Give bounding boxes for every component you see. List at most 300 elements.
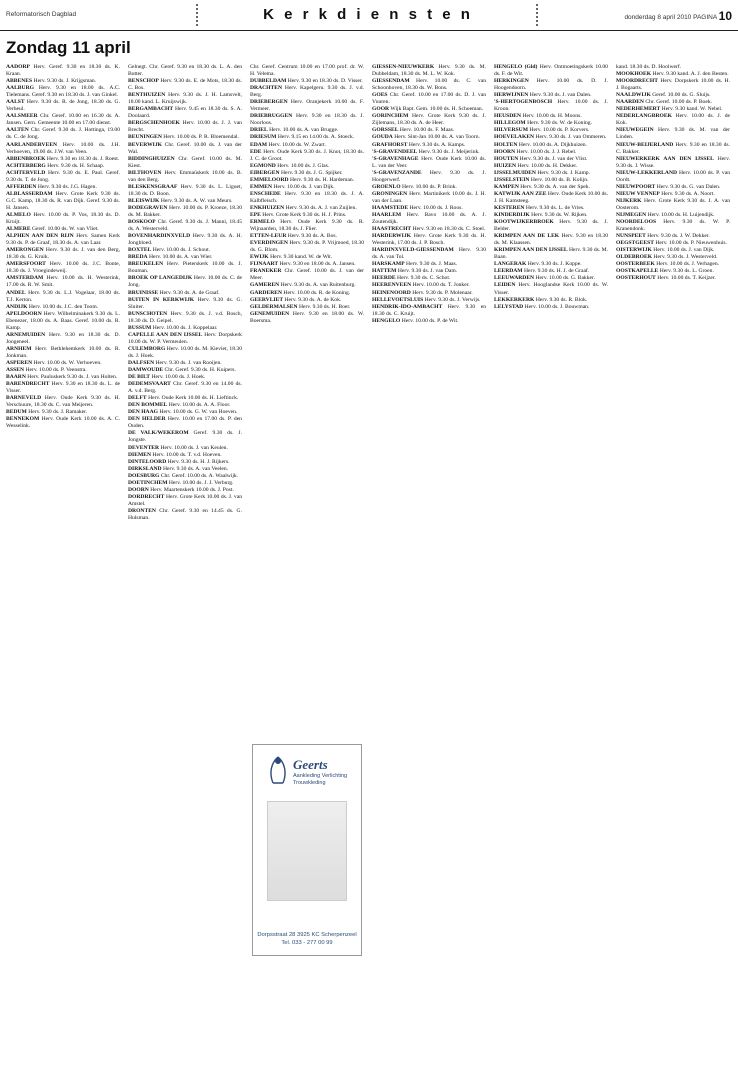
service-times: Herv. 10.00 ds. R. de Koning.: [283, 289, 351, 296]
place-name: BERGAMBACHT: [128, 106, 174, 113]
church-listing: [128, 106, 242, 120]
service-times: Herv. 10.00 ds. J. Verhagen.: [656, 261, 720, 268]
service-times: Herv. Oude Kerk 10.00 ds. L. van der Veer.: [372, 155, 486, 169]
service-times: Chr. Geref. 9.30 en 14.45 ds. G. Hulsman.: [128, 507, 242, 521]
place-name: ASSEN: [6, 367, 25, 374]
place-name: AMSTERDAM: [6, 275, 44, 282]
place-name: BLESKENSGRAAF: [128, 183, 178, 190]
church-listing: [128, 219, 242, 233]
place-name: HENGELO (Gld): [494, 64, 538, 70]
place-name: NIEUW VENNEP: [616, 190, 660, 197]
service-times: Herv. Maartenskerk 10.00 ds. J. Post.: [150, 486, 234, 493]
service-times: Herv. 9.30 ds. L.J. Vogelaar, 18.00 ds. T.J. Kerton.: [6, 289, 120, 303]
church-listing: [128, 459, 242, 466]
service-times: Herv. 9.30 ds. A. J. van Zuijlen.: [285, 204, 357, 211]
service-times: Chr. Geref. 9.30 ds. H. Kuipers.: [164, 367, 236, 374]
place-name: KAMPEN: [494, 183, 519, 190]
church-listing: [616, 170, 730, 184]
service-times: Herv. Pauluskerk 9.30 ds. J. van Holten.: [27, 374, 118, 381]
service-times: Herv. 9.30 ds. J. H. Lamsvelt, 18.00 kand. L. Kruijswijk.: [128, 92, 242, 106]
place-name: HERWIJNEN: [494, 92, 529, 99]
place-name: BEUNINGEN: [128, 134, 162, 141]
place-name: AMERONGEN: [6, 247, 44, 254]
service-times: Herv. 10.00 ds. J.C. Bonte, 18.30 ds. J. Vroegindeweij.: [6, 261, 120, 275]
service-times: Herv. 9.30 ds. J. Koppe.: [527, 261, 582, 268]
church-listing: [494, 64, 608, 78]
church-listing: [128, 142, 242, 156]
church-listing: [494, 134, 608, 141]
service-times: Herv. Oude Kerk 10.00 ds. H. Lieftinck.: [148, 395, 239, 402]
service-times: Herv. 9.30 ds. J.G. Hagen.: [37, 183, 97, 190]
church-listing: [6, 416, 120, 430]
place-name: GAMEREN: [250, 282, 280, 289]
church-listing: [494, 205, 608, 212]
place-name: DEN HAAG: [128, 409, 158, 416]
place-name: OEGSTGEEST: [616, 240, 654, 247]
service-times: Herv. 10.00 ds. T. Keijzer.: [657, 275, 716, 282]
service-times: Herv. 9.30 ds. J. v.d. Bosch, 18.30 ds. D. Geipel.: [128, 310, 242, 324]
service-times: Herv. 9.30 ds. W. Rijken.: [531, 211, 588, 218]
church-listing: [128, 360, 242, 367]
service-times: Herv. Martinikerk 10.00 ds. J. H. van der Laan.: [372, 190, 486, 204]
place-name: EDAM: [250, 141, 268, 148]
place-name: EMMELOORD: [250, 176, 289, 183]
service-times: Herv. 9.30 ds. A. H. Jongbloed.: [128, 233, 242, 247]
service-times: Herv. 10.00 ds. W. Verhoeven.: [33, 359, 102, 366]
service-times: Herv. Emmaüskerk 10.00 ds. B. van den Berg.: [128, 169, 242, 183]
service-times: Herv. Wilhelminakerk 9.30 ds. L. Ebenezer, 18.00 ds. A. Baas. Geref. 10.00 ds. R. Kamp.: [6, 310, 120, 331]
place-name: EWIJK: [250, 254, 269, 261]
church-listing: [128, 487, 242, 494]
place-name: BENTHUIZEN: [128, 92, 166, 99]
service-times: Herv. 9.30 ds. H. J. Rijkers.: [167, 458, 230, 465]
service-times: Herv. 10.00 ds. P. R. Bloemendal.: [163, 134, 239, 141]
place-name: BARNEVELD: [6, 395, 42, 402]
place-name: LEEUWARDEN: [494, 275, 535, 282]
service-times: Herv. Grote Kerk 10.00 ds. J. van Amstel.: [128, 493, 242, 507]
place-name: GROENLO: [372, 183, 401, 190]
place-name: HARSKAMP: [372, 261, 405, 268]
church-listing: [250, 127, 364, 134]
service-times: Geref. 10.00 ds. W. van Vliet.: [31, 226, 99, 233]
church-listing: [616, 78, 730, 92]
church-listing: [6, 247, 120, 261]
service-times: Herv. 9.30 ds. H. Hardeman.: [289, 176, 355, 183]
church-listing: [372, 304, 486, 318]
service-times: Herv. 9.30 ds. A. W. van Meurs.: [160, 197, 233, 204]
place-name: EVERDINGEN: [250, 240, 288, 247]
church-listing: [616, 275, 730, 282]
service-times: Herv. 10.00 ds. P. Korvers.: [529, 127, 590, 134]
service-times: Herv. 10.00 ds. F. Maas.: [399, 127, 455, 134]
place-name: NIJMEGEN: [616, 211, 647, 218]
place-name: BAARN: [6, 374, 26, 381]
church-listing: [616, 254, 730, 261]
church-listing: [128, 184, 242, 198]
church-listing: [128, 466, 242, 473]
place-name: HEINENOORD: [372, 289, 411, 296]
place-name: HILVERSUM: [494, 127, 528, 134]
church-listing: [616, 156, 730, 170]
church-listing: [6, 78, 120, 85]
church-listing: [372, 290, 486, 297]
service-times: Herv. Samen Kerk 9.30 ds. P. de Graaf, 18.30 ds. A. van Laar.: [6, 233, 120, 247]
church-listing: [250, 233, 364, 240]
place-name: EPE: [250, 211, 261, 218]
place-name: HEERENVEEN: [372, 282, 412, 289]
church-listing: [6, 360, 120, 367]
church-listing: [6, 170, 120, 184]
church-listing: [6, 85, 120, 99]
church-listing: [128, 92, 242, 106]
place-name: DRIEBRUGGEN: [250, 113, 293, 120]
service-times: Herv. 10.00 ds. J.C. den Toom.: [28, 303, 99, 310]
church-listing: [250, 304, 364, 311]
place-name: HENGELO: [372, 317, 401, 324]
place-name: FRANEKER: [250, 268, 282, 275]
service-times: Herv. 10.00 ds. P. Vos, 18.30 ds. D. Kruijt.: [6, 211, 120, 226]
place-name: KESTEREN: [494, 204, 525, 211]
service-times: Herv. Oude Kerk 9.30 ds. R. Wijnaarden, 18.30 ds. J. Flier.: [250, 219, 364, 233]
place-name: KRIMPEN AAN DEN IJSSEL: [494, 247, 568, 254]
church-listing: [372, 134, 486, 141]
church-listing: [250, 297, 364, 304]
place-name: GRONINGEN: [372, 190, 408, 197]
place-name: BOVENHARDINXVELD: [128, 233, 191, 240]
place-name: 'S-GRAVENHAGE: [372, 155, 419, 162]
service-times: Herv. 9.30 ds. M. Baan.: [494, 247, 608, 261]
service-times: Herv. Grote Kerk 9.30 ds. G.C. Kamp, 18.30 ds. R. van Dijk. Geref. 9.30 ds. H. Jansen.: [6, 190, 120, 211]
service-times: Herv. 10.00 ds. A. van Brugge.: [269, 127, 339, 134]
church-listing: [128, 494, 242, 508]
advertisement: [252, 744, 362, 956]
place-name: 'S-GRAVENDEEL: [372, 148, 418, 155]
service-times: Herv. 9.30 ds. A. de Graaf.: [159, 289, 220, 296]
place-name: DINTELOORD: [128, 458, 167, 465]
service-times: Herv. 10.00 ds. A. van Wier.: [149, 254, 213, 261]
place-name: NIEUWERKERK AAN DEN IJSSEL: [616, 155, 714, 162]
place-name: LELYSTAD: [494, 303, 524, 310]
church-listing: [250, 177, 364, 184]
service-times: Herv. 10.00 ds. J. van Dijk.: [273, 183, 335, 190]
listing-column-1: [6, 64, 120, 1064]
place-name: BUITEN IN KERKWIJK: [128, 296, 195, 303]
church-listing: [616, 99, 730, 106]
place-name: OOSTKAPELLE: [616, 268, 659, 275]
place-name: ETTEN-LEUR: [250, 233, 287, 240]
church-listing: [616, 219, 730, 233]
church-listing: [6, 311, 120, 332]
church-listing: [372, 149, 486, 156]
place-name: LANGERAK: [494, 261, 527, 268]
place-name: OISTERWIJK: [616, 247, 652, 254]
church-listing: [128, 445, 242, 452]
service-times: Herv. 9.30 ds. R. Blok.: [535, 296, 588, 303]
service-times: Herv. 9.30 ds. A. van der Spek.: [520, 183, 590, 190]
page-title: Zondag 11 april: [6, 38, 131, 57]
service-times: Herv. 9.30 ds. J. Maas.: [406, 261, 458, 268]
place-name: ENSCHEDE: [250, 190, 281, 197]
place-name: NIEUWPOORT: [616, 183, 656, 190]
service-times: Herv. 9.30 ds. A. van Veelen.: [162, 465, 229, 472]
church-listing: [616, 142, 730, 156]
place-name: KATWIJK AAN ZEE: [494, 190, 547, 197]
church-listing: [250, 113, 364, 127]
place-name: BERGSCHENHOEK: [128, 120, 180, 127]
church-listing: [372, 205, 486, 212]
place-name: DRIEBERGEN: [250, 99, 288, 106]
service-times: Herv. 10.00 ds. J. van Dijk.: [653, 247, 715, 254]
church-listing: [128, 325, 242, 332]
place-name: ACHTERVELD: [6, 169, 46, 176]
place-name: LEIDEN: [494, 282, 516, 289]
church-listing: [494, 99, 608, 113]
place-name: NUNSPEET: [616, 233, 646, 240]
church-listing: [372, 156, 486, 170]
place-name: AFFERDEN: [6, 183, 37, 190]
service-times: Herv. 9.30 ds. J. van Dam.: [397, 268, 458, 275]
service-times: Herv. 10.00 ds. J. J. van Brecht.: [128, 120, 242, 134]
church-listing: [372, 142, 486, 149]
church-listing: [6, 99, 120, 113]
service-times: Herv. 9.30 ds. C. Schot.: [397, 275, 451, 282]
page-number: 10: [718, 9, 732, 23]
service-times: Chr. Geref. 10.00 ds. A. Waalwijk.: [160, 472, 239, 479]
church-listing: [128, 332, 242, 346]
church-listing: [494, 219, 608, 233]
service-times: Herv. Kapelgeru. 9.30 ds. J. v.d. Berg.: [250, 85, 364, 99]
church-listing: [372, 282, 486, 289]
church-listing: [6, 290, 120, 304]
service-times: Herv. 10.00 ds. A. A. Floor.: [168, 402, 231, 409]
service-times: Herv. 9.30 ds. H. J. de Graaf.: [524, 268, 590, 275]
church-listing: [6, 191, 120, 212]
service-times: Herv. 9.30 ds. M. Dubbeldam, 18.30 ds. M. L. W. Kok.: [372, 64, 486, 78]
place-name: OOSTERBEEK: [616, 261, 655, 268]
place-name: BREUKELEN: [128, 261, 164, 268]
place-name: 'S-GRAVENZANDE: [372, 169, 422, 176]
church-listing: [616, 240, 730, 247]
service-times: Herv. 9.30 ds. A. Kamps.: [408, 141, 466, 148]
church-listing: [494, 156, 608, 163]
church-listing: [128, 233, 242, 247]
church-listing: [6, 142, 120, 156]
place-name: AARLANDERVEEN: [6, 141, 58, 148]
place-name: GIESSENDAM: [372, 78, 410, 85]
church-listing: [494, 297, 608, 304]
place-name: GIESSEN-NIEUWKERK: [372, 64, 435, 70]
service-times: Herv. 9.30 en 18.30 ds. J. Noorloos.: [250, 113, 364, 127]
place-name: IJSSELMUIDEN: [494, 169, 536, 176]
church-listing: [128, 170, 242, 184]
church-listing: [250, 134, 364, 141]
service-times: Herv. 9.30 ds. J. van Rooijen.: [155, 359, 222, 366]
church-listing: [372, 127, 486, 134]
church-listing: [128, 452, 242, 459]
service-times: Herv. 9.30 en 18.30 ds. M. Klaassen.: [494, 233, 608, 247]
place-name: BARENDRECHT: [6, 381, 50, 388]
place-name: DE BILT: [128, 374, 151, 381]
service-times: Herv. 10.00 ds. H. Luijendijk.: [647, 211, 715, 218]
service-times: Herv. 10.00 ds. P. van Oordt.: [616, 169, 730, 183]
place-name: ENKHUIZEN: [250, 204, 285, 211]
church-listing: [128, 275, 242, 289]
place-name: DRONTEN: [128, 507, 156, 514]
place-name: BODEGRAVEN: [128, 204, 168, 211]
place-name: GORSSEL: [372, 127, 399, 134]
listing-column-5: [494, 64, 608, 1064]
service-times: Herv. 9.30 ds. W. P. Kranendonk.: [616, 219, 730, 233]
service-times: Herv. 10.00 ds. J. Kroon.: [494, 99, 608, 113]
church-listing: [494, 78, 608, 92]
service-times: Herv. 9.30 ds. A. van Tol.: [372, 247, 486, 261]
service-times: Herv. 10.00 ds. H. Westerink, 17.00 ds. R. W. Smit.: [6, 275, 120, 289]
place-name: DOORN: [128, 486, 149, 493]
church-listing: [6, 332, 120, 346]
service-times: Herv. Ontmoetingskerk 10.00 ds. F. de Wit.: [494, 64, 608, 78]
church-listing: [616, 191, 730, 198]
church-listing: [372, 113, 486, 127]
service-times: Herv. 10.00 ds. J. de Kok.: [616, 113, 730, 127]
service-times: Herv. 10.00 ds. P. Nieuwenhuis.: [655, 240, 727, 247]
place-name: AALBURG: [6, 85, 34, 92]
place-name: NIEUW-LEKKERLAND: [616, 169, 678, 176]
church-listing: [250, 282, 364, 289]
place-name: MOOKHOEK: [616, 71, 652, 78]
church-listing: [6, 233, 120, 247]
church-listing: [494, 142, 608, 149]
place-name: ABBENBROEK: [6, 155, 46, 162]
place-name: GENEMUIDEN: [250, 310, 290, 317]
service-times: Herv. 9.30 ds. A. Bos.: [287, 233, 337, 240]
service-times: Herv. 9.30 ds. J. Wisse.: [616, 155, 730, 169]
service-times: Chr. Geref. 9.30 en 14.00 ds. A. v.d. Berg.: [128, 381, 242, 395]
service-times: Herv. 9.30 ds. L. de Vries.: [525, 204, 585, 211]
church-listing: [128, 247, 242, 254]
service-times: Herv. 9.30 ds. G. Sluiter.: [128, 296, 242, 310]
church-listing: [128, 416, 242, 430]
service-times: Herv. 10.00 ds. C. de Jong.: [128, 275, 242, 289]
service-times: Herv. 10.00 ds. T. Jonker.: [412, 282, 470, 289]
church-listing: [128, 409, 242, 416]
church-listing: [128, 367, 242, 374]
service-times: Herv. 9.30 ds. P. Molenaar.: [412, 289, 473, 296]
service-times: Herv. 10.00 ds. G. Bakker.: [535, 275, 595, 282]
church-listing: [372, 268, 486, 275]
church-listing: [128, 480, 242, 487]
place-name: ANDIJK: [6, 303, 28, 310]
church-listing: [494, 275, 608, 282]
church-listing: [494, 127, 608, 134]
church-listing: [128, 346, 242, 360]
church-listing: [128, 381, 242, 395]
place-name: ALBLASSERDAM: [6, 190, 53, 197]
church-listing: [616, 71, 730, 78]
place-name: ALMELO: [6, 211, 31, 218]
place-name: DEN BOMMEL: [128, 402, 168, 409]
place-name: DOESBURG: [128, 472, 160, 479]
service-times: Herv. Sint-Jan 10.00 ds. A. van Toorn.: [394, 134, 480, 141]
church-listing: [128, 254, 242, 261]
service-times: Chr. Geref. 10.00 ds. J. van der Wal.: [128, 141, 242, 155]
church-listing: [250, 212, 364, 219]
church-listing: [6, 64, 120, 78]
service-times: Herv. 9.30 en 18.00 ds. W. Boersma.: [250, 310, 364, 324]
church-listing: [128, 297, 242, 311]
church-listing: [372, 233, 486, 247]
place-name: ALMERE: [6, 226, 31, 233]
place-name: DEDEMSVAART: [128, 381, 171, 388]
place-name: HEUSDEN: [494, 113, 522, 120]
service-times: Herv. Hooglandse Kerk 10.00 ds. W. Visser.: [494, 282, 608, 296]
place-name: BOXTEL: [128, 247, 152, 254]
service-times: Herv. 9.30 ds. M. van der Linden.: [616, 127, 730, 141]
place-name: NOORDELOOS: [616, 219, 657, 226]
church-listing: [128, 290, 242, 297]
place-name: BROEK OP LANGEDIJK: [128, 275, 193, 282]
church-listing: [6, 184, 120, 191]
place-name: EIBERGEN: [250, 169, 280, 176]
place-name: DALFSEN: [128, 359, 155, 366]
place-name: GOUDA: [372, 134, 393, 141]
service-times: Herv. 10.00 ds. J. Roos.: [409, 204, 463, 211]
place-name: ANDEL: [6, 289, 26, 296]
church-listing: [6, 226, 120, 233]
service-times: Herv. 10.00 ds. P. de Wit.: [401, 317, 459, 324]
church-listing: [128, 311, 242, 325]
service-times: Herv. 10.00 ds. A. Dijkhuizen.: [518, 141, 587, 148]
service-times: Herv. Grote Kerk 9.30 ds. J. Zijlemans, 18.30 ds. A. de Heer.: [372, 113, 486, 127]
service-times: Herv. 10.00 ds. J. Schout.: [152, 247, 211, 254]
service-times: Herv. 9.30 en 18.30 ds. D. Jongeneel.: [6, 331, 120, 345]
service-times: Herv. 9.30 en 18.30 ds. L. de Visser.: [6, 381, 120, 395]
church-listing: [250, 85, 364, 99]
place-name: EDE: [250, 148, 262, 155]
church-listing: [616, 247, 730, 254]
church-listing: [128, 508, 242, 522]
place-name: LEKKERKERK: [494, 296, 535, 303]
service-times: Herv. Grote Kerk 9.30 ds. J. A. van Oosterom.: [616, 197, 730, 211]
service-times: Herv. 9.30 ds. R. de Jong, 18.30 ds. G. Verheul.: [6, 99, 120, 113]
church-listing: [616, 113, 730, 127]
service-times: Chr. Geref. 9.30 ds. J. Hottinga, 19.00 ds. C. de Jong.: [6, 127, 120, 141]
place-name: APELDOORN: [6, 310, 42, 317]
place-name: EMMEN: [250, 183, 273, 190]
service-times: Herv. Grote Kerk 9.30 ds. H. J. Prins.: [262, 211, 347, 218]
service-times: Chr. Geref. 10.00 en 17.00 ds. D. J. van Vuuren.: [372, 92, 486, 106]
service-times: Herv. 10.00 ds. J. J. Rebel.: [516, 148, 577, 155]
church-listing: [616, 268, 730, 275]
place-name: ACHTERBERG: [6, 162, 46, 169]
church-listing: [250, 311, 364, 325]
service-times: Herv. 10.00 ds. J. van Keulen.: [160, 444, 228, 451]
service-times: Herv. Grote Kerk 9.30 ds. H. Westerink, 17.00 ds. J. P. Bosch.: [372, 233, 486, 247]
church-listing: [6, 304, 120, 311]
church-listing: [6, 261, 120, 275]
service-times: Herv. 9.30 ds. L. Liguet, 18.30 ds. D. Boon.: [128, 183, 242, 197]
church-listing: [494, 191, 608, 205]
place-name: NIJKERK: [616, 197, 642, 204]
place-name: DEVENTER: [128, 444, 160, 451]
place-name: CULEMBORG: [128, 345, 166, 352]
church-listing: [372, 64, 486, 78]
church-listing: [250, 170, 364, 177]
place-name: AMERSFOORT: [6, 261, 46, 268]
place-name: AADORP: [6, 64, 30, 70]
church-listing: [616, 261, 730, 268]
church-listing: [6, 374, 120, 381]
place-name: DE VALK/WEKEROM: [128, 430, 189, 437]
